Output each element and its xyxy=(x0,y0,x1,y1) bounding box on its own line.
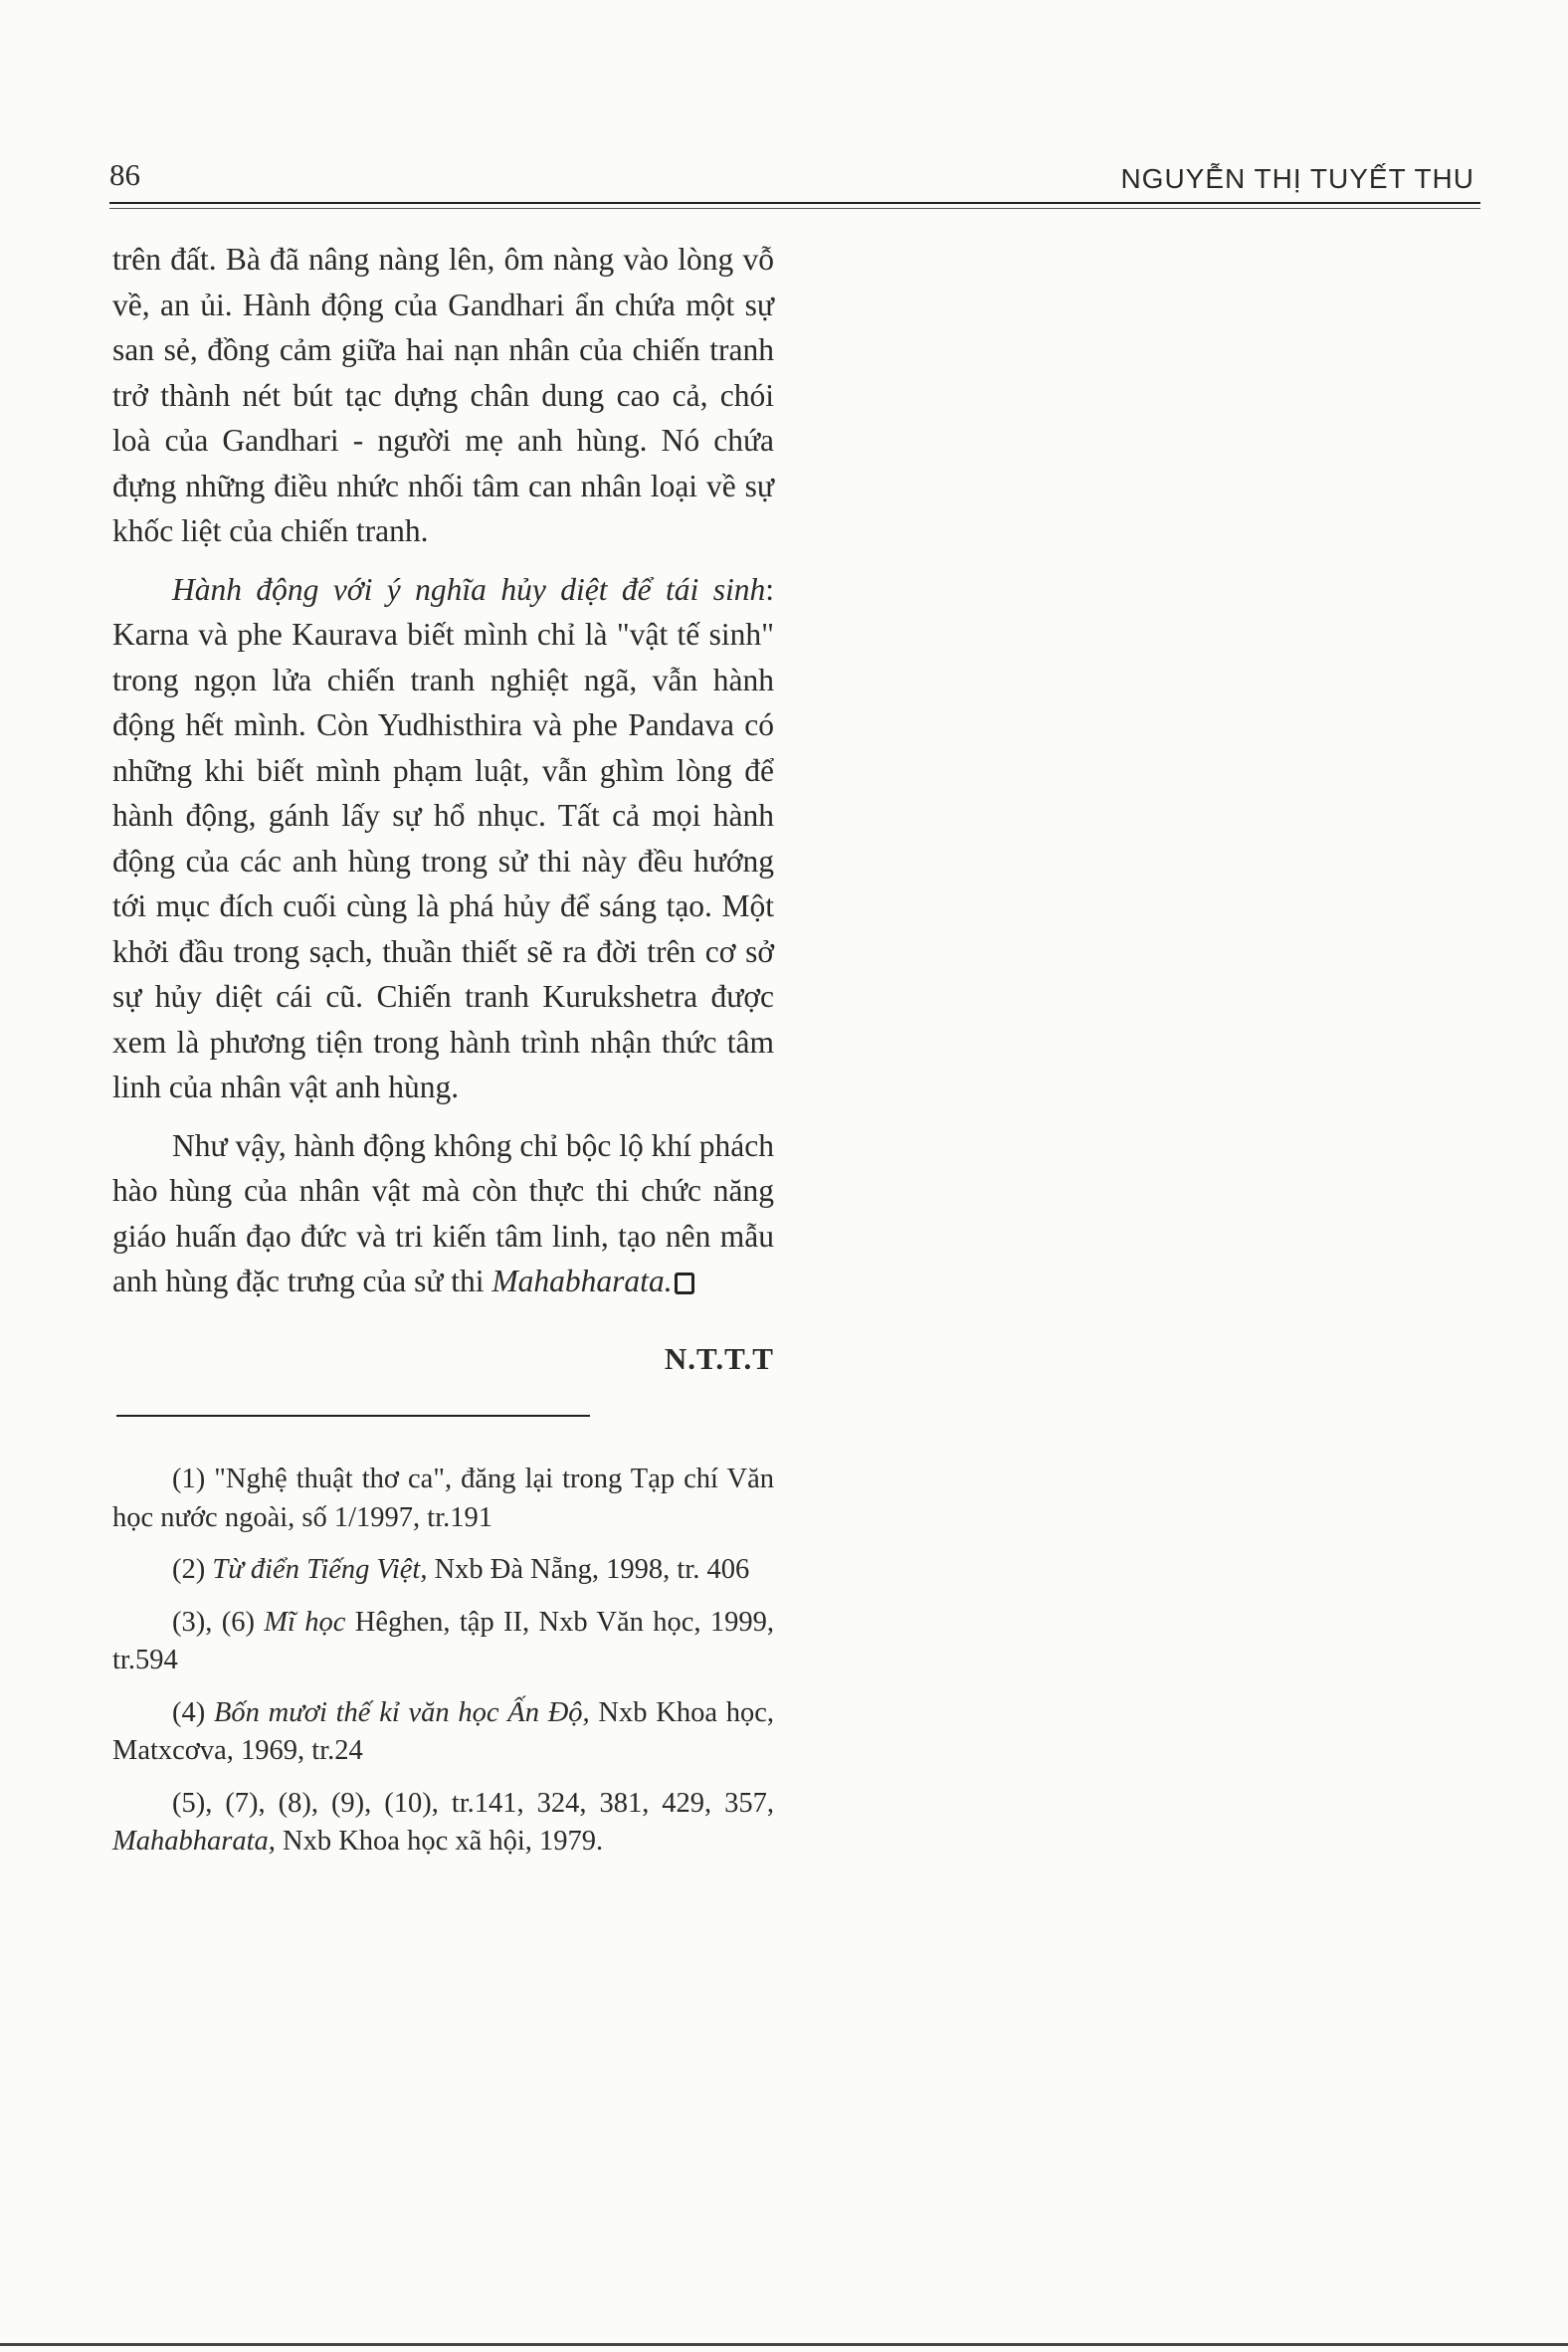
footnote-5 xyxy=(112,1785,774,1862)
running-head-author: NGUYỄN THỊ TUYẾT THU xyxy=(1120,163,1474,194)
text-column xyxy=(112,237,774,1875)
paragraph-conclusion xyxy=(112,1123,774,1304)
footnote-3-source: Hêghen, tập II, Nxb Văn học, 1999, tr.594 xyxy=(112,1606,774,1675)
paragraph-rebirth xyxy=(112,567,774,1110)
footnote-5-number: (5), (7), (8), (9), (10), tr.141, 324, 381, 429, 357, xyxy=(172,1787,774,1819)
footnote-separator xyxy=(116,1415,590,1417)
footnote-5-title: Mahabharata, xyxy=(112,1826,276,1857)
page-header xyxy=(109,157,1474,197)
footnote-2-source: Nxb Đà Nẵng, 1998, tr. 406 xyxy=(427,1554,750,1585)
footnote-4-number: (4) xyxy=(172,1696,214,1728)
footnote-5-source: Nxb Khoa học xã hội, 1979. xyxy=(275,1826,604,1857)
footnotes xyxy=(112,1461,774,1862)
footnote-3 xyxy=(112,1604,774,1680)
paragraph-conclusion-text: Như vậy, hành động không chỉ bộc lộ khí phách hào hùng của nhân vật mà còn thực thi chức năng giáo huấn đạo đức và tri kiến tâm linh, tạo nên mẫu anh hùng đặc trưng của sử thi xyxy=(112,1127,774,1298)
author-signature: N.T.T.T xyxy=(664,1340,774,1376)
header-rule-thin xyxy=(109,208,1480,209)
header-rule xyxy=(109,202,1480,204)
footnote-3-title: Mĩ học xyxy=(264,1606,346,1638)
end-of-article-icon xyxy=(675,1273,694,1294)
page-number: 86 xyxy=(109,157,140,192)
footnote-3-number: (3), (6) xyxy=(172,1606,265,1638)
paragraph-rebirth-lead: Hành động với ý nghĩa hủy diệt để tái sinh xyxy=(172,571,766,607)
scan-edge-line xyxy=(0,2343,1568,2346)
paragraph-continuation: trên đất. Bà đã nâng nàng lên, ôm nàng vào lòng vỗ về, an ủi. Hành động của Gandhari ẩn chứa một sự san sẻ, đồng cảm giữa hai nạn nhân của chiến tranh trở thành nét bút tạc dựng chân dung cao cả, chói loà của Gandhari - người mẹ anh hùng. Nó chứa đựng những điều nhức nhối tâm can nhân loại về sự khốc liệt của chiến tranh. xyxy=(112,242,774,548)
footnote-2-number: (2) xyxy=(172,1554,213,1585)
epic-title: Mahabharata. xyxy=(491,1264,673,1298)
footnote-1: (1) "Nghệ thuật thơ ca", đăng lại trong Tạp chí Văn học nước ngoài, số 1/1997, tr.191 xyxy=(112,1464,774,1533)
footnote-4-source: Nxb Khoa học, Matxcơva, 1969, tr.24 xyxy=(112,1696,774,1766)
footnote-4-title: Bốn mươi thế kỉ văn học Ấn Độ, xyxy=(213,1696,590,1728)
footnote-2 xyxy=(112,1551,774,1590)
paragraph-rebirth-text: : Karna và phe Kaurava biết mình chỉ là "vật tế sinh" trong ngọn lửa chiến tranh nghiệt ngã, vẫn hành động hết mình. Còn Yudhisthira và phe Pandava có những khi biết mình phạm luật, vẫn ghìm lòng để hành động, gánh lấy sự hổ nhục. Tất cả mọi hành động của các anh hùng trong sử thi này đều hướng tới mục đích cuối cùng là phá hủy để sáng tạo. Một khởi đầu trong sạch, thuần thiết sẽ ra đời trên cơ sở sự hủy diệt cái cũ. Chiến tranh Kurukshetra được xem là phương tiện trong hành trình nhận thức tâm linh của nhân vật anh hùng. xyxy=(112,571,774,1104)
footnote-2-title: Từ điển Tiếng Việt, xyxy=(212,1554,428,1585)
footnote-4 xyxy=(112,1694,774,1771)
